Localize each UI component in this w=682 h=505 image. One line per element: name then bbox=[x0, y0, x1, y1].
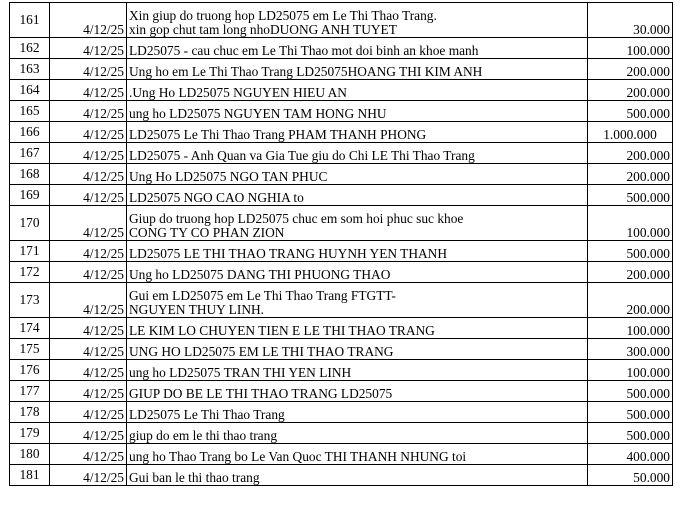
description-line: CONG TY CO PHAN ZION bbox=[129, 225, 285, 240]
table-row bbox=[10, 101, 673, 122]
row-number: 171 bbox=[10, 241, 50, 262]
description-line: .Ung Ho LD25075 NGUYEN HIEU AN bbox=[129, 85, 347, 100]
description-line: ung ho Thao Trang bo Le Van Quoc THI THANH NHUNG toi bbox=[129, 449, 467, 464]
ledger-body bbox=[10, 3, 673, 486]
description-line: LD25075 LE THI THAO TRANG HUYNH YEN THANH bbox=[129, 246, 448, 261]
transaction-description bbox=[127, 59, 588, 80]
table-row bbox=[10, 185, 673, 206]
description-line: LD25075 NGO CAO NGHIA to bbox=[129, 190, 304, 205]
transaction-amount: 50.000 bbox=[588, 465, 673, 486]
transaction-description bbox=[127, 164, 588, 185]
transaction-date: 4/12/25 bbox=[50, 465, 127, 486]
description-line: Giup do truong hop LD25075 chuc em som hoi phuc suc khoe bbox=[129, 211, 464, 226]
transaction-date: 4/12/25 bbox=[50, 402, 127, 423]
table-row bbox=[10, 206, 673, 241]
transaction-date: 4/12/25 bbox=[50, 241, 127, 262]
description-line: LD25075 Le Thi Thao Trang PHAM THANH PHONG bbox=[129, 127, 427, 142]
row-number: 177 bbox=[10, 381, 50, 402]
transaction-description bbox=[127, 402, 588, 423]
transaction-description bbox=[127, 101, 588, 122]
transaction-amount: 200.000 bbox=[588, 59, 673, 80]
table-row bbox=[10, 339, 673, 360]
transaction-date: 4/12/25 bbox=[50, 38, 127, 59]
row-number: 170 bbox=[10, 206, 50, 241]
table-row bbox=[10, 262, 673, 283]
table-row bbox=[10, 80, 673, 101]
transaction-amount: 200.000 bbox=[588, 283, 673, 318]
transaction-description bbox=[127, 241, 588, 262]
transaction-date: 4/12/25 bbox=[50, 185, 127, 206]
transaction-description bbox=[127, 381, 588, 402]
description-line: xin gop chut tam long nhoDUONG ANH TUYET bbox=[129, 22, 397, 37]
donation-ledger-table bbox=[9, 2, 673, 486]
transaction-amount: 400.000 bbox=[588, 444, 673, 465]
transaction-amount: 200.000 bbox=[588, 80, 673, 101]
description-line: LE KIM LO CHUYEN TIEN E LE THI THAO TRANG bbox=[129, 323, 435, 338]
description-line: NGUYEN THUY LINH. bbox=[129, 302, 265, 317]
table-row bbox=[10, 38, 673, 59]
description-line: Ung ho em Le Thi Thao Trang LD25075HOANG THI KIM ANH bbox=[129, 64, 483, 79]
table-row bbox=[10, 3, 673, 38]
table-row bbox=[10, 59, 673, 80]
row-number: 164 bbox=[10, 80, 50, 101]
transaction-description bbox=[127, 206, 588, 241]
transaction-date: 4/12/25 bbox=[50, 444, 127, 465]
transaction-date: 4/12/25 bbox=[50, 3, 127, 38]
row-number: 167 bbox=[10, 143, 50, 164]
row-number: 168 bbox=[10, 164, 50, 185]
transaction-description bbox=[127, 283, 588, 318]
table-row bbox=[10, 318, 673, 339]
transaction-date: 4/12/25 bbox=[50, 283, 127, 318]
transaction-description bbox=[127, 122, 588, 143]
description-line: UNG HO LD25075 EM LE THI THAO TRANG bbox=[129, 344, 394, 359]
transaction-description bbox=[127, 339, 588, 360]
description-line: giup do em le thi thao trang bbox=[129, 428, 278, 443]
table-row bbox=[10, 143, 673, 164]
transaction-amount: 100.000 bbox=[588, 38, 673, 59]
table-row bbox=[10, 444, 673, 465]
table-row bbox=[10, 122, 673, 143]
description-line: ung ho LD25075 NGUYEN TAM HONG NHU bbox=[129, 106, 387, 121]
row-number: 163 bbox=[10, 59, 50, 80]
description-line: LD25075 Le Thi Thao Trang bbox=[129, 407, 285, 422]
transaction-description bbox=[127, 143, 588, 164]
row-number: 181 bbox=[10, 465, 50, 486]
transaction-amount: 100.000 bbox=[588, 360, 673, 381]
row-number: 162 bbox=[10, 38, 50, 59]
transaction-amount: 500.000 bbox=[588, 423, 673, 444]
transaction-amount: 200.000 bbox=[588, 164, 673, 185]
transaction-amount: 200.000 bbox=[588, 262, 673, 283]
row-number: 174 bbox=[10, 318, 50, 339]
transaction-date: 4/12/25 bbox=[50, 381, 127, 402]
description-line: GIUP DO BE LE THI THAO TRANG LD25075 bbox=[129, 386, 393, 401]
transaction-amount: 1.000.000 bbox=[588, 122, 673, 143]
transaction-amount: 500.000 bbox=[588, 402, 673, 423]
transaction-description bbox=[127, 38, 588, 59]
transaction-date: 4/12/25 bbox=[50, 262, 127, 283]
description-line: ung ho LD25075 TRAN THI YEN LINH bbox=[129, 365, 352, 380]
table-row bbox=[10, 164, 673, 185]
transaction-description bbox=[127, 465, 588, 486]
row-number: 169 bbox=[10, 185, 50, 206]
row-number: 166 bbox=[10, 122, 50, 143]
description-line: Ung Ho LD25075 NGO TAN PHUC bbox=[129, 169, 328, 184]
description-line: Gui em LD25075 em Le Thi Thao Trang FTGTT- bbox=[129, 288, 396, 303]
transaction-date: 4/12/25 bbox=[50, 423, 127, 444]
transaction-amount: 300.000 bbox=[588, 339, 673, 360]
transaction-amount: 200.000 bbox=[588, 143, 673, 164]
transaction-amount: 500.000 bbox=[588, 381, 673, 402]
transaction-description bbox=[127, 444, 588, 465]
transaction-amount: 100.000 bbox=[588, 206, 673, 241]
transaction-amount: 500.000 bbox=[588, 185, 673, 206]
description-line: Ung ho LD25075 DANG THI PHUONG THAO bbox=[129, 267, 391, 282]
table-row bbox=[10, 465, 673, 486]
transaction-date: 4/12/25 bbox=[50, 122, 127, 143]
row-number: 173 bbox=[10, 283, 50, 318]
description-line: Gui ban le thi thao trang bbox=[129, 470, 260, 485]
transaction-description bbox=[127, 3, 588, 38]
table-row bbox=[10, 402, 673, 423]
transaction-description bbox=[127, 360, 588, 381]
row-number: 161 bbox=[10, 3, 50, 38]
transaction-date: 4/12/25 bbox=[50, 339, 127, 360]
row-number: 179 bbox=[10, 423, 50, 444]
description-line: LD25075 - cau chuc em Le Thi Thao mot doi binh an khoe manh bbox=[129, 43, 479, 58]
row-number: 172 bbox=[10, 262, 50, 283]
transaction-date: 4/12/25 bbox=[50, 143, 127, 164]
transaction-date: 4/12/25 bbox=[50, 360, 127, 381]
transaction-date: 4/12/25 bbox=[50, 80, 127, 101]
transaction-description bbox=[127, 262, 588, 283]
table-row bbox=[10, 423, 673, 444]
transaction-description bbox=[127, 80, 588, 101]
row-number: 165 bbox=[10, 101, 50, 122]
transaction-description bbox=[127, 423, 588, 444]
transaction-amount: 30.000 bbox=[588, 3, 673, 38]
row-number: 180 bbox=[10, 444, 50, 465]
description-line: Xin giup do truong hop LD25075 em Le Thi Thao Trang. bbox=[129, 8, 437, 23]
transaction-date: 4/12/25 bbox=[50, 164, 127, 185]
table-row bbox=[10, 360, 673, 381]
row-number: 178 bbox=[10, 402, 50, 423]
table-row bbox=[10, 381, 673, 402]
transaction-amount: 500.000 bbox=[588, 241, 673, 262]
transaction-date: 4/12/25 bbox=[50, 206, 127, 241]
row-number: 176 bbox=[10, 360, 50, 381]
transaction-date: 4/12/25 bbox=[50, 59, 127, 80]
transaction-description bbox=[127, 185, 588, 206]
transaction-amount: 500.000 bbox=[588, 101, 673, 122]
table-row bbox=[10, 241, 673, 262]
transaction-date: 4/12/25 bbox=[50, 101, 127, 122]
transaction-date: 4/12/25 bbox=[50, 318, 127, 339]
description-line: LD25075 - Anh Quan va Gia Tue giu do Chi LE Thi Thao Trang bbox=[129, 148, 475, 163]
transaction-description bbox=[127, 318, 588, 339]
transaction-amount: 100.000 bbox=[588, 318, 673, 339]
table-row bbox=[10, 283, 673, 318]
row-number: 175 bbox=[10, 339, 50, 360]
